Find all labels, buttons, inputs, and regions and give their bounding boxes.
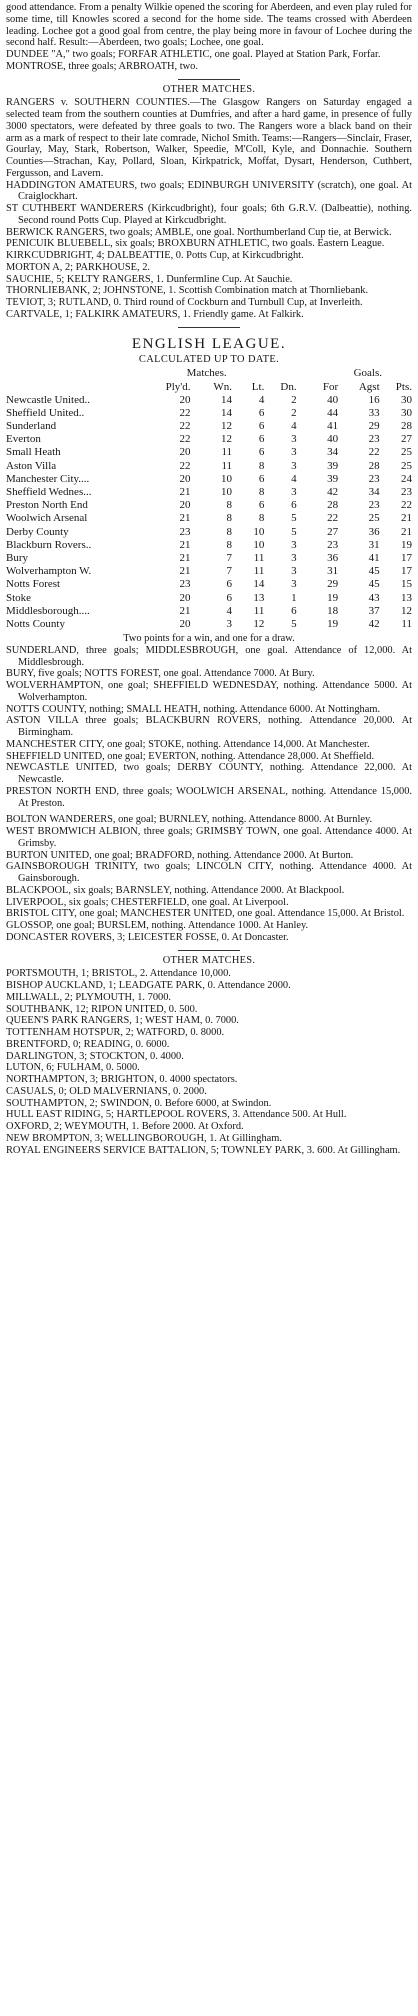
table-row bbox=[6, 407, 412, 420]
lost: 8 bbox=[258, 459, 265, 472]
table-row bbox=[6, 552, 412, 565]
result-line: DARLINGTON, 3; STOCKTON, 0. 4000. bbox=[6, 1050, 184, 1062]
played: 22 bbox=[179, 433, 191, 446]
team-name: Blackburn Rovers.. bbox=[6, 538, 92, 551]
col-drawn: Dn. bbox=[280, 380, 297, 393]
goals-against: 31 bbox=[368, 538, 380, 551]
played: 22 bbox=[179, 406, 191, 419]
result-line: SUNDERLAND, three goals; MIDDLESBROUGH, one goal. Attendance of 12,000. At Middlesbrough. bbox=[6, 644, 412, 668]
lost: 8 bbox=[258, 486, 265, 499]
won: 7 bbox=[226, 565, 233, 578]
table-row bbox=[6, 618, 412, 631]
goals-against: 36 bbox=[368, 525, 380, 538]
goals-against: 33 bbox=[368, 406, 380, 419]
col-won: Wn. bbox=[213, 380, 233, 393]
goals-for: 31 bbox=[327, 565, 339, 578]
other-matches-heading: OTHER MATCHES. bbox=[162, 954, 256, 966]
match-report-paragraph: good attendance. From a penalty Wilkie opened the scoring for Aberdeen, and even play ruled for some time, till Knowles scored a second for the home side. The teams crossed with Aberdeen leading. Lochee got a good goal from centre, the play being more in favour of Lochee during the second half. Result:—Aberdeen, two goals; Lochee, one goal. bbox=[6, 2, 412, 49]
result-line: SAUCHIE, 5; KELTY RANGERS, 1. Dunfermline Cup. At Sauchie. bbox=[6, 273, 293, 285]
result-line: GAINSBOROUGH TRINITY, two goals; LINCOLN CITY, nothing. Attendance 4000. At Gainsborough. bbox=[6, 861, 412, 884]
played: 20 bbox=[179, 472, 191, 485]
played: 21 bbox=[179, 565, 191, 578]
won: 12 bbox=[221, 433, 233, 446]
team-name: Everton bbox=[6, 433, 41, 446]
played: 20 bbox=[179, 499, 191, 512]
table-row bbox=[6, 420, 412, 433]
divider-rule bbox=[178, 327, 240, 328]
goals-for: 27 bbox=[327, 525, 339, 538]
won: 11 bbox=[221, 446, 233, 459]
col-points: Pts. bbox=[395, 380, 412, 393]
team-name: Derby County bbox=[6, 525, 69, 538]
result-line: HULL EAST RIDING, 5; HARTLEPOOL ROVERS, 3. Attendance 500. At Hull. bbox=[6, 1109, 347, 1121]
goals-for: 39 bbox=[327, 459, 339, 472]
table-row bbox=[6, 433, 412, 446]
league-column-header bbox=[6, 380, 412, 393]
won: 6 bbox=[226, 591, 233, 604]
col-against: Agst bbox=[358, 380, 380, 393]
result-line: QUEEN'S PARK RANGERS, 1; WEST HAM, 0. 7000. bbox=[6, 1015, 239, 1027]
goals-for: 36 bbox=[327, 551, 339, 564]
lost: 6 bbox=[258, 406, 265, 419]
goals-against: 23 bbox=[368, 472, 380, 485]
won: 7 bbox=[226, 551, 233, 564]
goals-against: 37 bbox=[368, 604, 380, 617]
goals-for: 40 bbox=[327, 393, 339, 406]
lost: 6 bbox=[258, 446, 265, 459]
result-line: SOUTHAMPTON, 2; SWINDON, 0. Before 6000, at Swindon. bbox=[6, 1097, 272, 1109]
goals-for: 23 bbox=[327, 538, 339, 551]
goals-for: 29 bbox=[327, 578, 339, 591]
points: 22 bbox=[401, 499, 412, 512]
result-line: BURTON UNITED, one goal; BRADFORD, nothing. Attendance 2000. At Burton. bbox=[6, 849, 354, 861]
goals-for: 39 bbox=[327, 472, 339, 485]
played: 21 bbox=[179, 551, 191, 564]
other-matches-heading: OTHER MATCHES. bbox=[162, 83, 256, 95]
result-line: DUNDEE "A," two goals; FORFAR ATHLETIC, one goal. Played at Station Park, Forfar. bbox=[6, 49, 381, 60]
won: 11 bbox=[221, 459, 233, 472]
result-line: CASUALS, 0; OLD MALVERNIANS, 0. 2000. bbox=[6, 1085, 207, 1097]
won: 3 bbox=[226, 617, 233, 630]
result-line: PORTSMOUTH, 1; BRISTOL, 2. Attendance 10,000. bbox=[6, 968, 231, 980]
result-line: ROYAL ENGINEERS SERVICE BATTALION, 5; TOWNLEY PARK, 3. 600. At Gillingham. bbox=[6, 1144, 401, 1156]
result-line: LIVERPOOL, six goals; CHESTERFIELD, one goal. At Liverpool. bbox=[6, 896, 289, 908]
goals-against: 34 bbox=[368, 486, 380, 499]
goals-against: 25 bbox=[368, 512, 380, 525]
result-line: THORNLIEBANK, 2; JOHNSTONE, 1. Scottish Combination match at Thornliebank. bbox=[6, 285, 369, 297]
other-matches-section bbox=[6, 97, 412, 320]
col-for: For bbox=[322, 380, 339, 393]
goals-against: 42 bbox=[368, 617, 380, 630]
team-name: Sheffield Wednes... bbox=[6, 486, 92, 499]
col-played: Ply'd. bbox=[165, 380, 191, 393]
points: 19 bbox=[401, 538, 412, 551]
table-row bbox=[6, 499, 412, 512]
table-row bbox=[6, 446, 412, 459]
goals-against: 22 bbox=[368, 446, 380, 459]
won: 10 bbox=[221, 472, 233, 485]
result-line: BOLTON WANDERERS, one goal; BURNLEY, nothing. Attendance 8000. At Burnley. bbox=[6, 814, 373, 826]
team-name: Sheffield United.. bbox=[6, 406, 85, 419]
table-row bbox=[6, 460, 412, 473]
won: 4 bbox=[226, 604, 233, 617]
result-line: MILLWALL, 2; PLYMOUTH, 1. 7000. bbox=[6, 991, 171, 1003]
drawn: 3 bbox=[291, 565, 297, 578]
won: 8 bbox=[226, 512, 233, 525]
team-name: Bury bbox=[6, 551, 28, 564]
table-row bbox=[6, 539, 412, 552]
played: 22 bbox=[179, 420, 191, 433]
result-line: BURY, five goals; NOTTS FOREST, one goal. Attendance 7000. At Bury. bbox=[6, 668, 315, 680]
drawn: 2 bbox=[291, 393, 297, 406]
other-matches-section-2 bbox=[6, 968, 412, 1156]
won: 14 bbox=[221, 406, 233, 419]
result-line: CARTVALE, 1; FALKIRK AMATEURS, 1. Friendly game. At Falkirk. bbox=[6, 308, 304, 320]
lost: 6 bbox=[258, 420, 265, 433]
team-name: Middlesborough.... bbox=[6, 604, 90, 617]
result-line: BRISTOL CITY, one goal; MANCHESTER UNITED, one goal. Attendance 15,000. At Bristol. bbox=[6, 908, 405, 920]
drawn: 3 bbox=[291, 433, 297, 446]
team-name: Notts County bbox=[6, 617, 65, 630]
result-line: TOTTENHAM HOTSPUR, 2; WATFORD, 0. 8000. bbox=[6, 1027, 225, 1038]
goals-for: 19 bbox=[327, 591, 339, 604]
lost: 6 bbox=[258, 472, 265, 485]
result-line: SHEFFIELD UNITED, one goal; EVERTON, nothing. Attendance 28,000. At Sheffield. bbox=[6, 750, 375, 762]
points: 27 bbox=[401, 433, 412, 446]
league-group-header bbox=[6, 367, 412, 380]
played: 20 bbox=[179, 591, 191, 604]
played: 22 bbox=[179, 459, 191, 472]
team-name: Newcastle United.. bbox=[6, 393, 90, 406]
result-line: HADDINGTON AMATEURS, two goals; EDINBURGH UNIVERSITY (scratch), one goal. At Craiglockhart. bbox=[6, 179, 412, 203]
table-row bbox=[6, 565, 412, 578]
goals-for: 18 bbox=[327, 604, 339, 617]
result-line: NORTHAMPTON, 3; BRIGHTON, 0. 4000 spectators. bbox=[6, 1074, 238, 1085]
team-name: Woolwich Arsenal bbox=[6, 512, 88, 525]
lost: 6 bbox=[258, 433, 265, 446]
result-line: BERWICK RANGERS, two goals; AMBLE, one goal. Northumberland Cup tie, at Berwick. bbox=[6, 226, 392, 238]
points: 11 bbox=[401, 617, 412, 630]
result-line: WOLVERHAMPTON, one goal; SHEFFIELD WEDNESDAY, nothing. Attendance 5000. At Wolverhampton. bbox=[6, 680, 412, 703]
drawn: 3 bbox=[291, 486, 297, 499]
table-row bbox=[6, 486, 412, 499]
drawn: 3 bbox=[291, 578, 297, 591]
won: 6 bbox=[226, 578, 233, 591]
goals-for: 41 bbox=[327, 420, 339, 433]
result-line: NEW BROMPTON, 3; WELLINGBOROUGH, 1. At Gillingham. bbox=[6, 1132, 282, 1144]
played: 21 bbox=[179, 538, 191, 551]
drawn: 6 bbox=[291, 604, 297, 617]
result-line: MORTON A, 2; PARKHOUSE, 2. bbox=[6, 261, 151, 273]
won: 8 bbox=[226, 499, 233, 512]
played: 21 bbox=[179, 604, 191, 617]
points: 12 bbox=[401, 604, 412, 617]
goals-for: 34 bbox=[327, 446, 339, 459]
won: 8 bbox=[226, 525, 233, 538]
goals-for: 40 bbox=[327, 433, 339, 446]
result-line: GLOSSOP, one goal; BURSLEM, nothing. Attendance 1000. At Hanley. bbox=[6, 920, 309, 931]
goals-for: 19 bbox=[327, 617, 339, 630]
team-name: Small Heath bbox=[6, 446, 61, 459]
lost: 11 bbox=[253, 565, 265, 578]
lost: 12 bbox=[253, 617, 265, 630]
points: 21 bbox=[401, 525, 412, 538]
points: 30 bbox=[401, 393, 412, 406]
table-row bbox=[6, 394, 412, 407]
goals-against: 28 bbox=[368, 459, 380, 472]
played: 23 bbox=[179, 578, 191, 591]
result-line: PENICUIK BLUEBELL, six goals; BROXBURN ATHLETIC, two goals. Eastern League. bbox=[6, 238, 385, 250]
team-name: Wolverhampton W. bbox=[6, 565, 92, 578]
goals-against: 16 bbox=[368, 393, 380, 406]
table-row bbox=[6, 512, 412, 525]
points: 24 bbox=[401, 472, 412, 485]
goals-against: 23 bbox=[368, 433, 380, 446]
goals-for: 22 bbox=[327, 512, 339, 525]
result-line: ASTON VILLA three goals; BLACKBURN ROVERS, nothing. Attendance 20,000. At Birmingham. bbox=[6, 715, 412, 738]
points: 30 bbox=[401, 406, 412, 419]
divider-rule bbox=[178, 950, 240, 951]
points: 17 bbox=[401, 565, 412, 578]
lost: 4 bbox=[258, 393, 265, 406]
league-rows bbox=[6, 394, 412, 631]
team-name: Preston North End bbox=[6, 499, 88, 512]
result-line: SOUTHBANK, 12; RIPON UNITED, 0. 500. bbox=[6, 1003, 198, 1015]
played: 21 bbox=[179, 512, 191, 525]
result-line: MANCHESTER CITY, one goal; STOKE, nothing. Attendance 14,000. At Manchester. bbox=[6, 738, 370, 750]
points: 13 bbox=[401, 591, 412, 604]
played: 21 bbox=[179, 486, 191, 499]
result-line: MONTROSE, three goals; ARBROATH, two. bbox=[6, 60, 198, 72]
goals-against: 23 bbox=[368, 499, 380, 512]
drawn: 3 bbox=[291, 459, 297, 472]
matches-group-label: Matches. bbox=[186, 367, 227, 380]
drawn: 5 bbox=[291, 512, 297, 525]
result-line: BISHOP AUCKLAND, 1; LEADGATE PARK, 0. Attendance 2000. bbox=[6, 980, 291, 991]
drawn: 6 bbox=[291, 499, 297, 512]
drawn: 4 bbox=[291, 420, 297, 433]
points: 25 bbox=[401, 459, 412, 472]
table-row bbox=[6, 578, 412, 591]
team-name: Sunderland bbox=[6, 420, 57, 433]
team-name: Stoke bbox=[6, 591, 32, 604]
league-points-note: Two points for a win, and one for a draw. bbox=[123, 633, 295, 644]
table-row bbox=[6, 605, 412, 618]
result-line: PRESTON NORTH END, three goals; WOOLWICH ARSENAL, nothing. Attendance 15,000. At Preston. bbox=[6, 785, 412, 809]
top-section bbox=[6, 2, 412, 73]
lost: 13 bbox=[253, 591, 265, 604]
result-line: KIRKCUDBRIGHT, 4; DALBEATTIE, 0. Potts Cup, at Kirkcudbright. bbox=[6, 250, 304, 261]
result-line: ST CUTHBERT WANDERERS (Kirkcudbright), four goals; 6th G.R.V. (Dalbeattie), nothing. Second round Potts Cup. Played at Kirkcudbright. bbox=[6, 203, 412, 226]
goals-against: 43 bbox=[368, 591, 380, 604]
points: 17 bbox=[401, 551, 412, 564]
drawn: 1 bbox=[291, 591, 297, 604]
col-lost: Lt. bbox=[251, 380, 265, 393]
result-line: DONCASTER ROVERS, 3; LEICESTER FOSSE, 0. At Doncaster. bbox=[6, 931, 289, 943]
league-results-section bbox=[6, 645, 412, 810]
drawn: 5 bbox=[291, 617, 297, 630]
drawn: 3 bbox=[291, 538, 297, 551]
won: 12 bbox=[221, 420, 233, 433]
lost: 14 bbox=[253, 578, 265, 591]
result-line: NEWCASTLE UNITED, two goals; DERBY COUNTY, nothing. Attendance 22,000. At Newcastle. bbox=[6, 762, 412, 785]
goals-group-label: Goals. bbox=[353, 367, 382, 380]
team-name: Manchester City.... bbox=[6, 472, 90, 485]
lost: 10 bbox=[253, 525, 265, 538]
table-row bbox=[6, 591, 412, 604]
result-line: WEST BROMWICH ALBION, three goals; GRIMSBY TOWN, one goal. Attendance 4000. At Grimsby. bbox=[6, 826, 412, 849]
team-name: Aston Villa bbox=[6, 459, 57, 472]
played: 20 bbox=[179, 446, 191, 459]
league-subtitle: CALCULATED UP TO DATE. bbox=[138, 353, 280, 365]
divider-rule bbox=[178, 79, 240, 80]
drawn: 5 bbox=[291, 525, 297, 538]
drawn: 3 bbox=[291, 551, 297, 564]
points: 25 bbox=[401, 446, 412, 459]
goals-against: 45 bbox=[368, 565, 380, 578]
won: 14 bbox=[221, 393, 233, 406]
won: 8 bbox=[226, 538, 233, 551]
lost: 8 bbox=[258, 512, 265, 525]
table-row bbox=[6, 526, 412, 539]
points: 28 bbox=[401, 420, 412, 433]
drawn: 4 bbox=[291, 472, 297, 485]
lost: 11 bbox=[253, 604, 265, 617]
lost: 11 bbox=[253, 551, 265, 564]
goals-against: 45 bbox=[368, 578, 380, 591]
result-line: NOTTS COUNTY, nothing; SMALL HEATH, nothing. Attendance 6000. At Nottingham. bbox=[6, 703, 381, 715]
goals-against: 41 bbox=[368, 551, 380, 564]
result-line: LUTON, 6; FULHAM, 0. 5000. bbox=[6, 1062, 140, 1074]
result-line: BLACKPOOL, six goals; BARNSLEY, nothing. Attendance 2000. At Blackpool. bbox=[6, 884, 345, 896]
goals-for: 44 bbox=[327, 406, 339, 419]
goals-for: 28 bbox=[327, 499, 339, 512]
second-division-results-section bbox=[6, 814, 412, 943]
points: 23 bbox=[401, 486, 412, 499]
played: 20 bbox=[179, 617, 191, 630]
points: 15 bbox=[401, 578, 412, 591]
result-line: BRENTFORD, 0; READING, 0. 6000. bbox=[6, 1038, 170, 1050]
team-name: Notts Forest bbox=[6, 578, 61, 591]
points: 21 bbox=[401, 512, 412, 525]
result-line: TEVIOT, 3; RUTLAND, 0. Third round of Cockburn and Turnbull Cup, at Inverleith. bbox=[6, 297, 363, 308]
lost: 6 bbox=[258, 499, 265, 512]
played: 20 bbox=[179, 393, 191, 406]
league-table bbox=[6, 367, 412, 631]
goals-for: 42 bbox=[327, 486, 339, 499]
lost: 10 bbox=[253, 538, 265, 551]
goals-against: 29 bbox=[368, 420, 380, 433]
result-line: OXFORD, 2; WEYMOUTH, 1. Before 2000. At Oxford. bbox=[6, 1121, 244, 1132]
match-report-paragraph: RANGERS v. SOUTHERN COUNTIES.—The Glasgow Rangers on Saturday engaged a selected team from the southern counties at Dumfries, and after a hard game, in presence of fully 3000 spectators, were defeated by three goals to two. The Rangers wore a black band on their arm as a mark of respect to their late comrade, Nichol Smith. Teams:—Rangers—Sinclair, Fraser, Gourlay, May, Stark, Robertson, Walker, Speedie, M'Coll, Kyle, and Donnachie. Southern Counties—Strachan, Kay, Pollard, Sloan, Kirkpatrick, Moffat, Dysart, Henderson, Cuthbert, Fergusson, and Lavern. bbox=[6, 97, 412, 179]
drawn: 2 bbox=[291, 406, 297, 419]
played: 23 bbox=[179, 525, 191, 538]
league-title: ENGLISH LEAGUE. bbox=[131, 335, 287, 352]
table-row bbox=[6, 473, 412, 486]
drawn: 3 bbox=[291, 446, 297, 459]
won: 10 bbox=[221, 486, 233, 499]
